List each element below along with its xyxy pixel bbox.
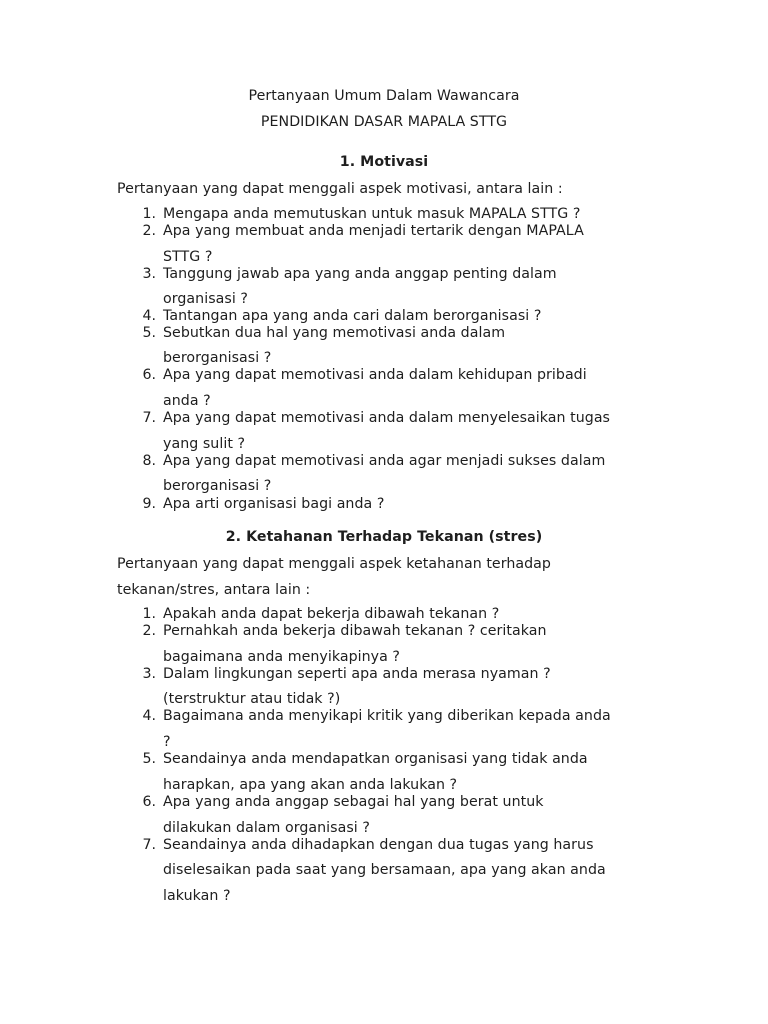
section-intro-continuation: tekanan/stres, antara lain : [117, 582, 311, 598]
list-text: Dalam lingkungan seperti apa anda merasa nyaman ? [163, 666, 551, 682]
list-number: 3. [142, 266, 156, 282]
list-number: 6. [142, 794, 156, 810]
section-heading-motivasi: 1. Motivasi [339, 154, 429, 170]
list-number: 2. [142, 223, 156, 239]
list-text-continuation: ? [163, 734, 171, 750]
list-text: Apakah anda dapat bekerja dibawah tekanan ? [163, 606, 500, 622]
list-text: Tanggung jawab apa yang anda anggap penting dalam [163, 266, 557, 282]
list-number: 7. [142, 410, 156, 426]
list-text: Mengapa anda memutuskan untuk masuk MAPALA STTG ? [163, 206, 581, 222]
section-heading-ketahanan: 2. Ketahanan Terhadap Tekanan (stres) [225, 529, 543, 545]
list-text-continuation: STTG ? [163, 249, 213, 265]
list-text-continuation: anda ? [163, 393, 211, 409]
list-text-continuation: diselesaikan pada saat yang bersamaan, apa yang akan anda [163, 862, 606, 878]
list-text: Apa arti organisasi bagi anda ? [163, 496, 385, 512]
list-number: 6. [142, 367, 156, 383]
list-text-continuation: bagaimana anda menyikapinya ? [163, 649, 401, 665]
document-title: Pertanyaan Umum Dalam Wawancara [248, 88, 520, 104]
list-text: Apa yang membuat anda menjadi tertarik dengan MAPALA [163, 223, 584, 239]
list-text: Pernahkah anda bekerja dibawah tekanan ? ceritakan [163, 623, 547, 639]
list-number: 1. [142, 206, 156, 222]
list-text-continuation: (terstruktur atau tidak ?) [163, 691, 341, 707]
list-text-continuation: dilakukan dalam organisasi ? [163, 820, 370, 836]
list-text: Tantangan apa yang anda cari dalam berorganisasi ? [163, 308, 542, 324]
list-text: Seandainya anda mendapatkan organisasi yang tidak anda [163, 751, 588, 767]
list-text-continuation: harapkan, apa yang akan anda lakukan ? [163, 777, 458, 793]
list-number: 8. [142, 453, 156, 469]
list-text: Apa yang dapat memotivasi anda agar menjadi sukses dalam [163, 453, 606, 469]
list-number: 4. [142, 308, 156, 324]
list-text-continuation: yang sulit ? [163, 436, 246, 452]
list-text: Apa yang anda anggap sebagai hal yang berat untuk [163, 794, 544, 810]
list-number: 7. [142, 837, 156, 853]
list-number: 4. [142, 708, 156, 724]
section-intro: Pertanyaan yang dapat menggali aspek motivasi, antara lain : [117, 181, 563, 197]
list-text: Apa yang dapat memotivasi anda dalam kehidupan pribadi [163, 367, 587, 383]
list-text-continuation: berorganisasi ? [163, 350, 272, 366]
list-text-continuation: organisasi ? [163, 291, 248, 307]
list-text-continuation: berorganisasi ? [163, 478, 272, 494]
list-text: Sebutkan dua hal yang memotivasi anda dalam [163, 325, 506, 341]
list-number: 9. [142, 496, 156, 512]
list-number: 5. [142, 325, 156, 341]
list-number: 3. [142, 666, 156, 682]
list-text: Seandainya anda dihadapkan dengan dua tugas yang harus [163, 837, 594, 853]
document-subtitle: PENDIDIKAN DASAR MAPALA STTG [260, 114, 508, 130]
list-number: 1. [142, 606, 156, 622]
section-intro: Pertanyaan yang dapat menggali aspek ketahanan terhadap [117, 556, 551, 572]
list-text: Bagaimana anda menyikapi kritik yang diberikan kepada anda [163, 708, 611, 724]
list-text-continuation: lakukan ? [163, 888, 231, 904]
list-number: 5. [142, 751, 156, 767]
list-number: 2. [142, 623, 156, 639]
list-text: Apa yang dapat memotivasi anda dalam menyelesaikan tugas [163, 410, 611, 426]
